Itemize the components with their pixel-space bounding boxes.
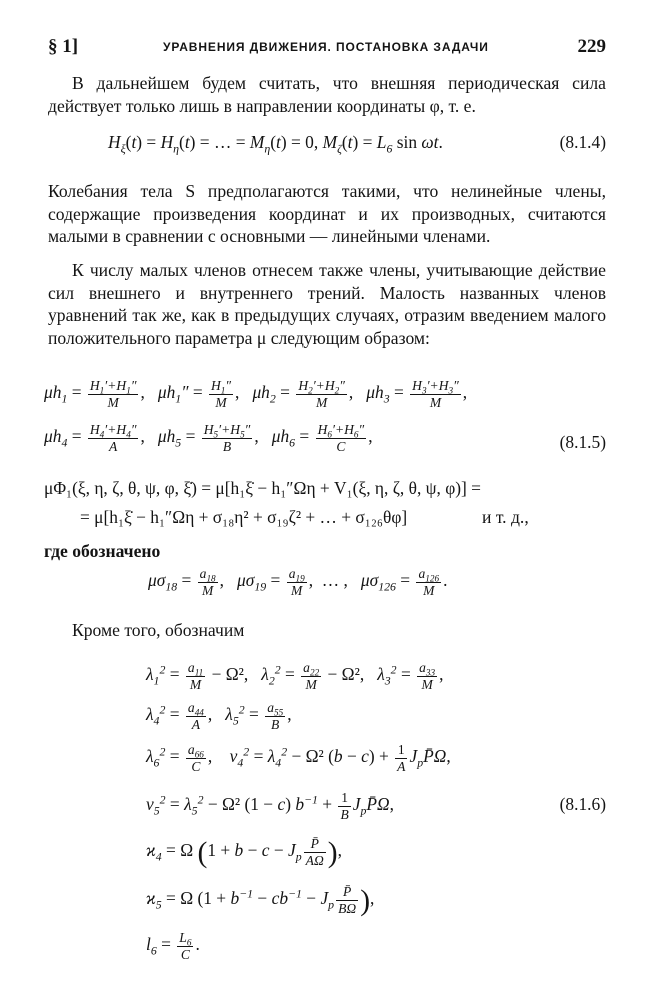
equation-mu-phi-line1: μΦ₁(ξ, η, ζ, θ, ψ, φ, ξ̇) = μ[h₁ξ̇ − h₁″Ωη + V₁(ξ, η, ζ, θ, ψ, φ)] = bbox=[44, 478, 481, 498]
equation-lambda-1-3: $\lambda_1^2$ = $\frac{a_{11}}{M}$ − Ω², $\lambda_2^2$ = $\frac{a_{22}}{M}$ − Ω², $\lambda_3^2$ = $\frac{a_{33}}{M}$ , bbox=[146, 660, 444, 692]
equation-lambda-6-nu-4: $\lambda_6^2$ = $\frac{a_{66}}{C}$ , $\nu_4^2 = \lambda_4^2 - \Omega^2$ (b − c) + $\frac{1}{A}$ $J_pP̄\Omega$, bbox=[146, 742, 451, 774]
equation-h-coefficients-2: $\mu h_4$ = $\frac{H_4'+H_4''}{A}$ , $\mu h_5$ = $\frac{H_5'+H_5''}{B}$ , $\mu h_6$ = $\frac{H_6'+H_6''}{C}$ , bbox=[44, 422, 373, 454]
page-number: 229 bbox=[577, 36, 606, 57]
and-so-on-text: и т. д., bbox=[482, 507, 529, 527]
equation-h-coefficients-1: $\mu h_1$ = $\frac{H_1'+H_1''}{M}$ , $\mu h_1''$ = $\frac{H_1''}{M}$ , $\mu h_2$ = $\frac{H_2'+H_2''}{M}$ , $\mu h_3$ = $\frac{H_3'+H_3''}{M}$ , bbox=[44, 378, 468, 410]
equation-mu-phi-line2: = μ[h₁ξ̇ − h₁″Ωη + σ₁₈η² + σ₁₉ζ² + … + σ₁₂₆θφ] bbox=[80, 507, 408, 527]
equation-sigma-definitions: $\mu\sigma_{18}$ = $\frac{a_{18}}{M}$ , $\mu\sigma_{19}$ = $\frac{a_{19}}{M}$ , … , $\mu\sigma_{126}$ = $\frac{a_{126}}{M}$ . bbox=[148, 566, 448, 598]
paragraph-where-designated: где обозначено bbox=[44, 541, 161, 561]
equation-kappa-5: $ϰ_5 = \Omega$ ($1 + b^{-1} - cb^{-1} - J_p$ $\frac{P̄}{B\Omega}$ ), bbox=[146, 884, 375, 918]
equation-nu-5: $\nu_5^2 = \lambda_5^2 - \Omega^2$ (1 − c) $b^{-1}$ + $\frac{1}{B}$ $J_pP̄\Omega$, bbox=[146, 790, 394, 822]
equation-number-8-1-6: (8.1.6) bbox=[559, 794, 606, 814]
paragraph-small-terms: К числу малых членов отнесем также члены, учитывающие действие сил внешнего и внутреннего трений. Малость названных членов уравнений так же, как в предыдущих случаях, отразим введением малого положительного параметра μ следующим образом: bbox=[48, 260, 606, 348]
equation-kappa-4: $ϰ_4 = \Omega$ ($1 + b - c - J_p$ $\frac{P̄}{A\Omega}$ ), bbox=[146, 836, 342, 870]
paragraph-intro: В дальнейшем будем считать, что внешняя периодическая сила действует только лишь в направлении координаты φ, т. е. bbox=[48, 73, 606, 116]
paragraph-moreover: Кроме того, обозначим bbox=[72, 620, 245, 640]
equation-8-1-4: $H_\xi(t) = H_\eta(t)$ = … = $M_\eta(t) = 0$, $M_\zeta(t) = L_6$ sin ωt. bbox=[108, 132, 443, 156]
equation-l-6: $l_6$ = $\frac{L_6}{C}$ . bbox=[146, 930, 200, 962]
equation-number-8-1-4: (8.1.4) bbox=[559, 132, 606, 152]
running-header bbox=[48, 36, 606, 66]
equation-number-8-1-5: (8.1.5) bbox=[559, 432, 606, 452]
paragraph-oscillations: Колебания тела S предполагаются такими, что нелинейные члены, содержащие произведения координат и их производных, считаются малыми в сравнении с основными — линейными членами. bbox=[48, 181, 606, 246]
section-mark: § 1] bbox=[48, 36, 79, 57]
equation-lambda-4-5: $\lambda_4^2$ = $\frac{a_{44}}{A}$ , $\lambda_5^2$ = $\frac{a_{55}}{B}$ , bbox=[146, 700, 292, 732]
running-title: УРАВНЕНИЯ ДВИЖЕНИЯ. ПОСТАНОВКА ЗАДАЧИ bbox=[163, 40, 489, 54]
